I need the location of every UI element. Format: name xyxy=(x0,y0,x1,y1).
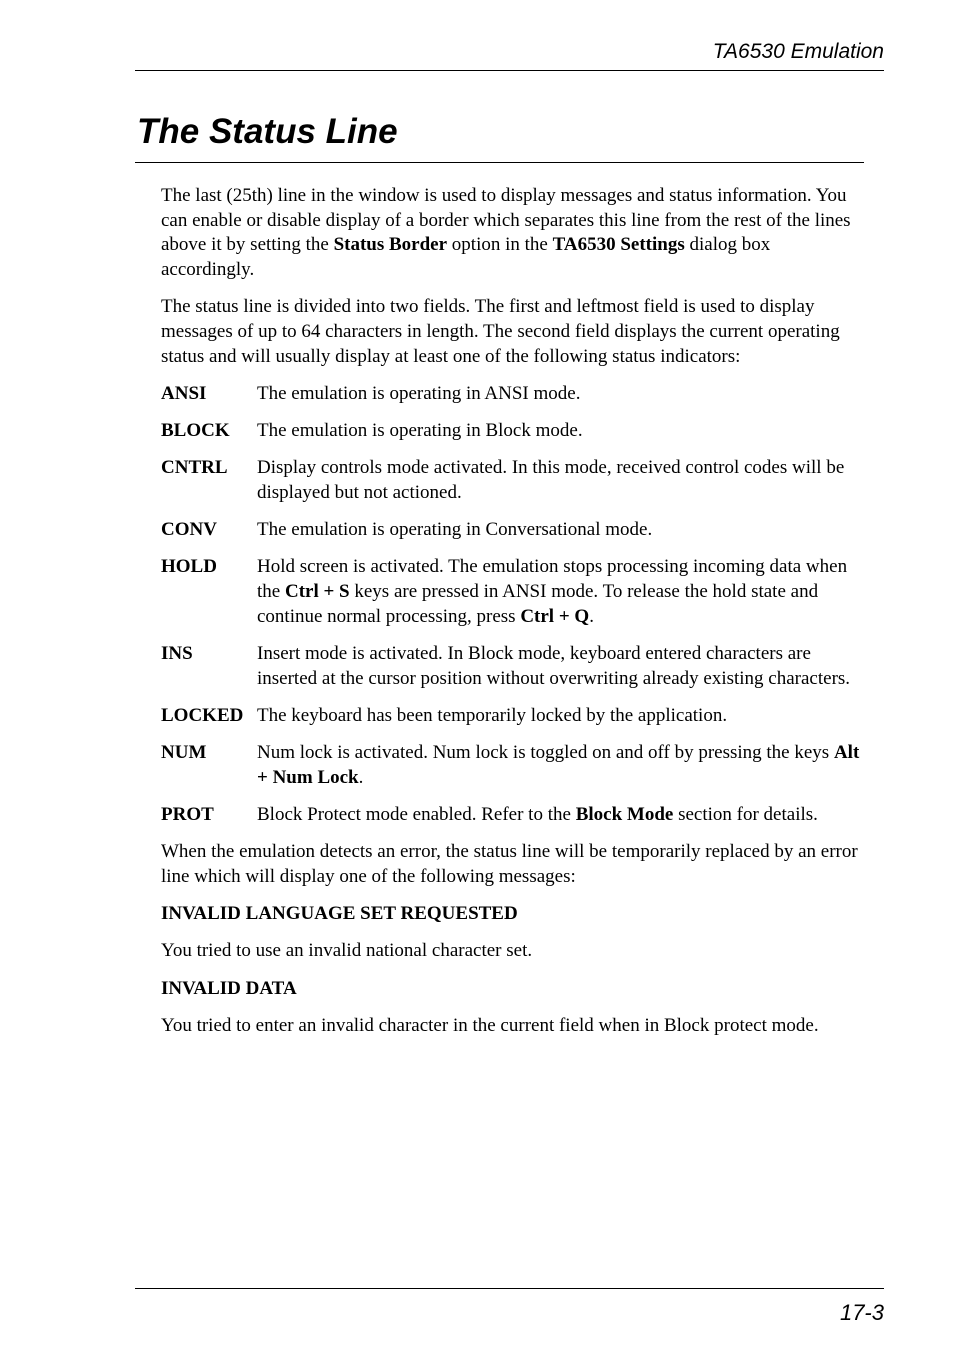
indicator-description: The emulation is operating in Block mode. xyxy=(257,420,583,442)
indicator-term: INS xyxy=(161,643,193,665)
indicator-description: Block Protect mode enabled. Refer to the Block Mode section for details. xyxy=(257,804,818,826)
footer-rule xyxy=(135,1288,884,1289)
error-message-description: You tried to enter an invalid character in the current field when in Block protect mode. xyxy=(161,1014,819,1036)
error-message-title: INVALID LANGUAGE SET REQUESTED xyxy=(161,903,518,925)
page-title: The Status Line xyxy=(137,112,398,151)
indicator-cntrl xyxy=(161,456,866,505)
indicator-ins xyxy=(161,642,866,691)
indicator-term: HOLD xyxy=(161,556,217,578)
error-intro-paragraph: When the emulation detects an error, the status line will be temporarily replaced by an error line which will display one of the following messages: xyxy=(161,841,858,887)
indicator-description: Hold screen is activated. The emulation stops processing incoming data when the Ctrl + S keys are pressed in ANSI mode. To release the hold state and continue normal processing, press Ctrl + Q. xyxy=(257,556,848,627)
error-message-description: You tried to use an invalid national character set. xyxy=(161,940,533,962)
indicator-prot xyxy=(161,803,866,828)
key-combo: Ctrl + S xyxy=(284,581,350,603)
header-rule xyxy=(135,70,884,71)
indicator-description: The emulation is operating in ANSI mode. xyxy=(257,382,581,404)
page-body xyxy=(161,184,866,1051)
indicator-conv xyxy=(161,518,866,543)
section-reference: Block Mode xyxy=(575,804,674,826)
indicator-description: The keyboard has been temporarily locked by the application. xyxy=(257,704,728,726)
indicator-term: LOCKED xyxy=(161,704,244,726)
indicator-hold xyxy=(161,555,866,629)
settings-dialog-name: TA6530 Settings xyxy=(552,234,685,256)
indicator-num xyxy=(161,741,866,790)
indicator-description: Insert mode is activated. In Block mode, keyboard entered characters are inserted at the cursor position without overwriting already existing characters. xyxy=(257,643,851,689)
intro-paragraph-2: The status line is divided into two fields. The first and leftmost field is used to display messages of up to 64 characters in length. The second field displays the current operating status and will usually display at least one of the following status indicators: xyxy=(161,296,840,367)
indicator-ansi xyxy=(161,382,866,407)
status-border-option: Status Border xyxy=(333,234,448,256)
indicator-description: Display controls mode activated. In this mode, received control codes will be displayed but not actioned. xyxy=(257,457,845,504)
intro-paragraph-1: The last (25th) line in the window is used to display messages and status information. You can enable or disable display of a border which separates this line from the rest of the lines above it by setting the Status Border option in the TA6530 Settings dialog box accordingly. xyxy=(161,185,851,281)
indicator-term: CONV xyxy=(161,519,217,541)
title-rule xyxy=(135,162,864,163)
indicator-term: BLOCK xyxy=(161,420,230,442)
indicator-term: CNTRL xyxy=(161,457,228,479)
indicator-term: NUM xyxy=(161,742,207,764)
indicator-term: ANSI xyxy=(161,382,207,404)
indicator-term: PROT xyxy=(161,804,214,826)
indicator-block xyxy=(161,419,866,444)
indicator-locked xyxy=(161,704,866,729)
error-message-title: INVALID DATA xyxy=(161,977,297,999)
page-number: 17-3 xyxy=(839,1300,884,1325)
key-combo: Ctrl + Q xyxy=(520,605,590,627)
indicator-description: Num lock is activated. Num lock is toggled on and off by pressing the keys Alt + Num Lock. xyxy=(257,742,860,788)
indicator-description: The emulation is operating in Conversational mode. xyxy=(257,519,653,541)
key-combo: Alt + Num Lock xyxy=(257,742,860,788)
running-header: TA6530 Emulation xyxy=(712,40,884,63)
